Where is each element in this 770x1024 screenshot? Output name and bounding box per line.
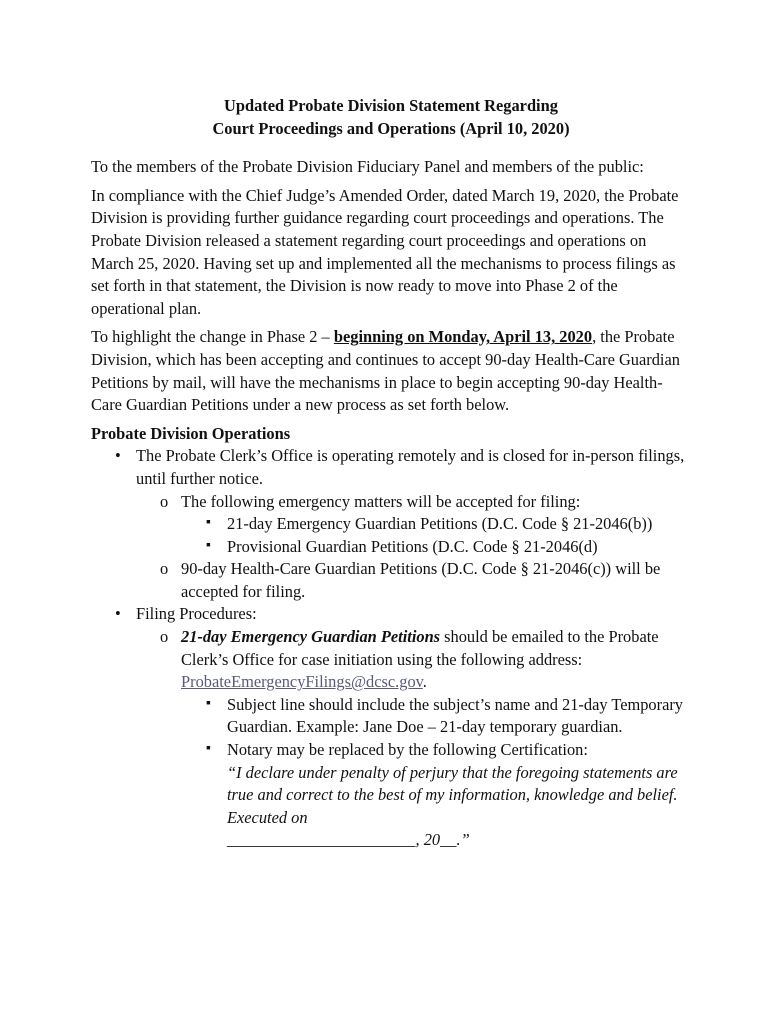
- list-item-90-day-petitions: o 90-day Health-Care Guardian Petitions (D.C. Code § 21-2046(c)) will be accepted for filing.: [160, 558, 691, 603]
- operations-list: [91, 445, 691, 852]
- email-filing-sublist: [160, 694, 691, 852]
- certification-quote: “I declare under penalty of perjury that the foregoing statements are true and correct to the best of my information, knowledge and belief. Executed on: [227, 762, 678, 827]
- email-filing-text: should be emailed to the Probate Clerk’s Office for case initiation using the following address:: [181, 627, 659, 669]
- office-status-sublist: [115, 491, 691, 604]
- notary-text: ▪ Notary may be replaced by the following Certification:: [227, 740, 588, 760]
- title-line-1: Updated Probate Division Statement Regarding: [224, 96, 558, 115]
- email-filing-end: .: [422, 672, 427, 692]
- document-title: [91, 95, 691, 140]
- start-date-emphasis: beginning on Monday, April 13, 2020: [333, 327, 593, 347]
- document-body: [91, 95, 691, 852]
- filing-procedures-sublist: [115, 626, 691, 852]
- phase-2-body: , the Probate Division, which has been accepting and continues to accept 90-day Health-Care Guardian Petitions by mail, will have the mechanisms in place to begin accepting 90-day Health-Care Guardian Petitions under a new process as set forth below.: [91, 327, 680, 415]
- salutation: To the members of the Probate Division Fiduciary Panel and members of the public:: [91, 157, 644, 177]
- list-item-notary-certification: [206, 739, 691, 852]
- filing-procedures-text: Filing Procedures:: [136, 604, 257, 624]
- phase-2-intro: To highlight the change in Phase 2 –: [91, 327, 334, 347]
- office-status-text: The Probate Clerk’s Office is operating remotely and is closed for in-person filings, until further notice.: [136, 446, 685, 488]
- list-item-subject-line: ▪ Subject line should include the subject’s name and 21-day Temporary Guardian. Example: Jane Doe – 21-day temporary guardian.: [206, 694, 691, 739]
- emergency-matters-sublist: [160, 513, 691, 558]
- paragraph-compliance: In compliance with the Chief Judge’s Amended Order, dated March 19, 2020, the Probate Division is providing further guidance regarding court proceedings and operations. The Probate Division released a statement regarding court proceedings and operations on March 25, 2020. Having set up and implemented all the mechanisms to process filings as set forth in that statement, the Division is now ready to move into Phase 2 of the operational plan.: [91, 185, 679, 318]
- list-item-filing-procedures: [115, 603, 691, 852]
- emergency-matters-text: The following emergency matters will be accepted for filing:: [181, 491, 581, 511]
- paragraph-phase-2: [91, 326, 691, 416]
- list-item-provisional-petitions: ▪ Provisional Guardian Petitions (D.C. Code § 21-2046(d): [206, 536, 691, 559]
- filing-email-link[interactable]: ProbateEmergencyFilings@dcsc.gov: [181, 672, 423, 692]
- list-item-21-day-petitions: ▪ 21-day Emergency Guardian Petitions (D.C. Code § 21-2046(b)): [206, 513, 691, 536]
- certification-date-line: _______________________, 20__.”: [227, 830, 470, 850]
- emergency-petitions-emphasis: 21-day Emergency Guardian Petitions: [181, 627, 441, 647]
- title-line-2: Court Proceedings and Operations (April 10, 2020): [212, 118, 570, 138]
- list-item-office-status: [115, 445, 691, 603]
- list-item-emergency-matters: [160, 491, 691, 559]
- list-item-email-filing: [160, 626, 691, 852]
- section-heading-operations: Probate Division Operations: [91, 423, 291, 443]
